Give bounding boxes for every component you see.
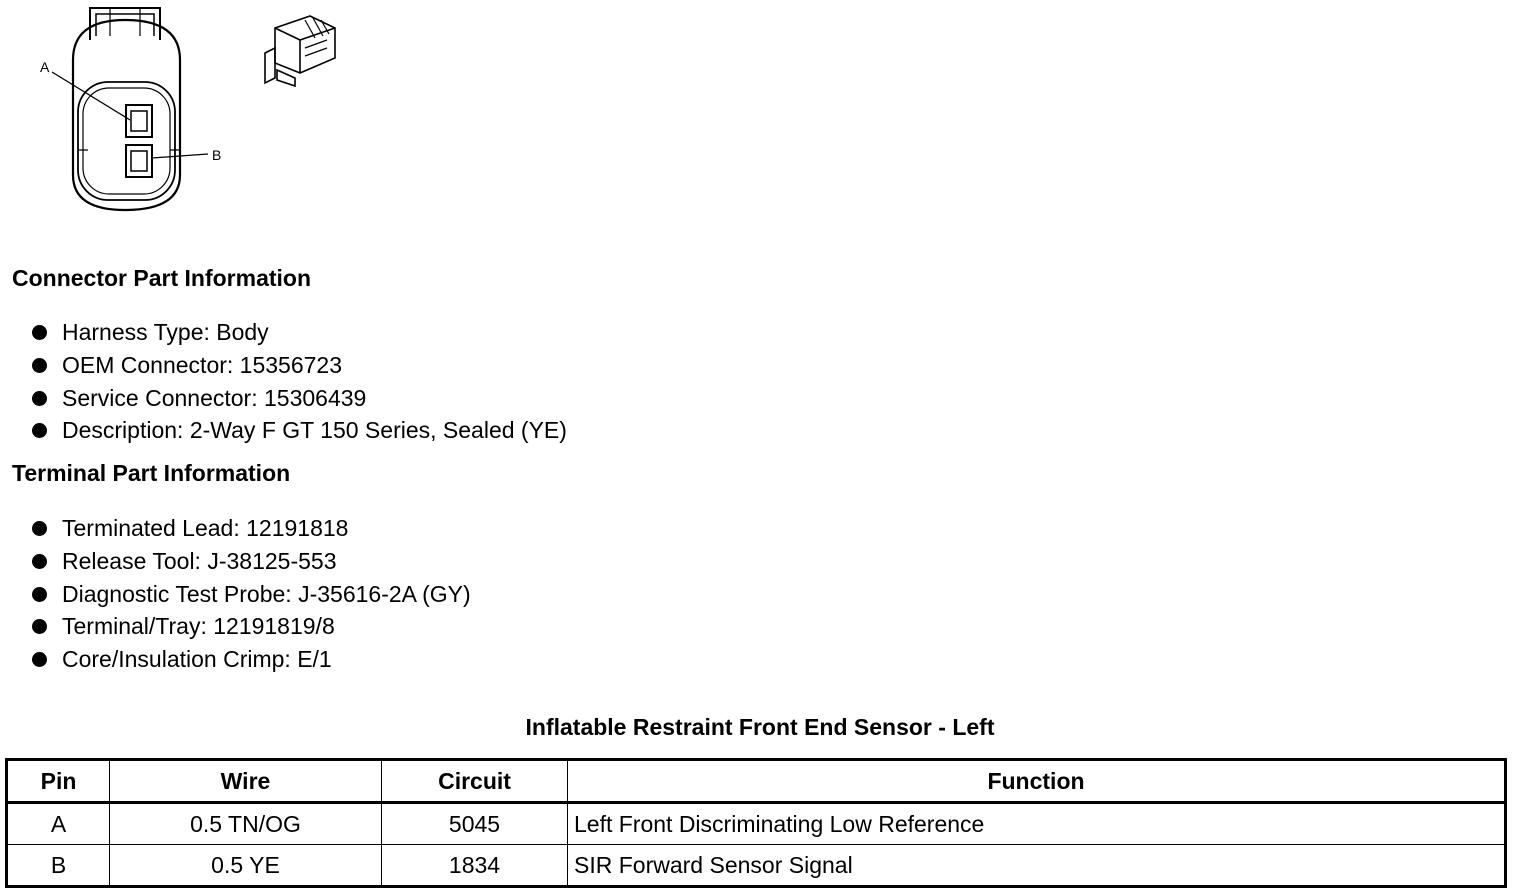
cell-circuit: 1834: [382, 845, 568, 887]
list-item: Release Tool: J-38125-553: [12, 545, 471, 578]
list-item: Description: 2-Way F GT 150 Series, Sealed (YE): [12, 414, 567, 447]
table-row: [7, 803, 1506, 845]
cell-wire: 0.5 TN/OG: [110, 803, 382, 845]
list-item: Terminated Lead: 12191818: [12, 512, 471, 545]
connector-info-heading: Connector Part Information: [12, 265, 312, 291]
header-wire: Wire: [110, 760, 382, 803]
pinout-table: [5, 758, 1507, 888]
connector-info-list: [12, 316, 567, 447]
header-function: Function: [568, 760, 1506, 803]
cell-function: SIR Forward Sensor Signal: [568, 845, 1506, 887]
cell-function: Left Front Discriminating Low Reference: [568, 803, 1506, 845]
list-item: Service Connector: 15306439: [12, 382, 567, 415]
pin-b-label: B: [212, 147, 222, 163]
connector-3d-view: [255, 8, 345, 88]
list-item: Diagnostic Test Probe: J-35616-2A (GY): [12, 578, 471, 611]
table-title: Inflatable Restraint Front End Sensor - Left: [525, 714, 995, 740]
pin-a-label: A: [40, 59, 50, 75]
cell-pin: B: [7, 845, 110, 887]
cell-circuit: 5045: [382, 803, 568, 845]
cell-pin: A: [7, 803, 110, 845]
list-item: OEM Connector: 15356723: [12, 349, 567, 382]
header-pin: Pin: [7, 760, 110, 803]
table-header-row: [7, 760, 1506, 803]
cell-wire: 0.5 YE: [110, 845, 382, 887]
terminal-info-heading: Terminal Part Information: [12, 460, 291, 486]
terminal-info-list: [12, 512, 471, 676]
list-item: Harness Type: Body: [12, 316, 567, 349]
table-row: [7, 845, 1506, 887]
header-circuit: Circuit: [382, 760, 568, 803]
list-item: Core/Insulation Crimp: E/1: [12, 643, 471, 676]
list-item: Terminal/Tray: 12191819/8: [12, 610, 471, 643]
